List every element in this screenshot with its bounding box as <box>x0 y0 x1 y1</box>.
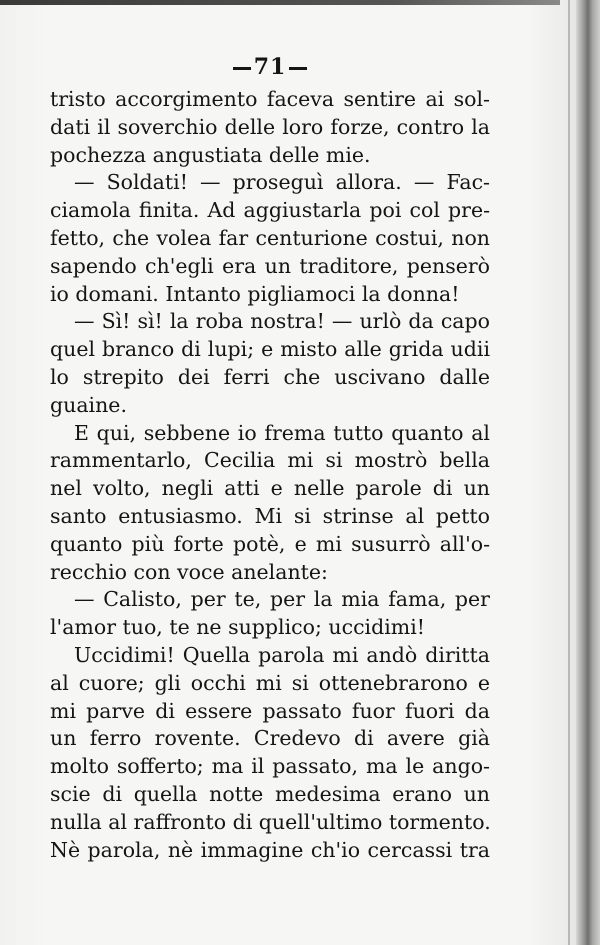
gutter-line <box>568 0 570 945</box>
page-number-dash-left <box>233 67 251 70</box>
text-line: molto sofferto; ma il passato, ma le ango- <box>50 754 490 779</box>
text-line: quanto più forte potè, e mi susurrò all'o- <box>50 531 490 556</box>
text-line: — Sì! sì! la roba nostra! — urlò da capo <box>74 309 490 334</box>
book-spine <box>576 0 600 945</box>
text-line: tristo accorgimento faceva sentire ai sol- <box>50 87 490 111</box>
text-line: al cuore; gli occhi mi si ottenebrarono e <box>50 670 490 695</box>
text-line: Nè parola, nè immagine ch'io cercassi tra <box>50 837 490 862</box>
text-line: — Calisto, per te, per la mia fama, per <box>74 587 490 612</box>
text-line: nel volto, negli atti e nelle parole di un <box>50 476 490 501</box>
text-line: scie di quella notte medesima erano un <box>50 781 490 806</box>
text-line: — Soldati! — proseguì allora. — Fac- <box>74 170 490 195</box>
text-line: guaine. <box>50 392 127 417</box>
text-line: E qui, sebbene io frema tutto quanto al <box>74 420 490 445</box>
text-line: quel branco di lupi; e misto alle grida udii <box>50 337 490 362</box>
text-line: recchio con voce anelante: <box>50 559 328 584</box>
page-top-edge <box>0 0 560 5</box>
text-line: sapendo ch'egli era un traditore, penserò <box>50 253 490 278</box>
text-line: mi parve di essere passato fuor fuori da <box>50 698 490 723</box>
page-number-value: 71 <box>253 54 287 80</box>
text-line: rammentarlo, Cecilia mi si mostrò bella <box>50 448 490 473</box>
page-number-dash-right <box>289 67 307 70</box>
text-line: dati il soverchio delle loro forze, contro la <box>50 114 490 139</box>
body-text <box>50 86 490 864</box>
text-line: pochezza angustiata delle mie. <box>50 142 371 167</box>
text-line: fetto, che volea far centurione costui, non <box>50 225 490 250</box>
text-line: l'amor tuo, te ne supplico; uccidimi! <box>50 615 426 640</box>
page-number <box>0 54 540 80</box>
text-line: nulla al raffronto di quell'ultimo tormento. <box>50 809 491 834</box>
text-line: un ferro rovente. Credevo di avere già <box>50 726 490 751</box>
text-line: lo strepito dei ferri che uscivano dalle <box>50 364 490 389</box>
text-line: Uccidimi! Quella parola mi andò diritta <box>74 642 490 667</box>
text-line: io domani. Intanto pigliamoci la donna! <box>50 281 460 306</box>
text-line: santo entusiasmo. Mi si strinse al petto <box>50 503 490 528</box>
text-line: ciamola finita. Ad aggiustarla poi col pre- <box>50 198 490 223</box>
